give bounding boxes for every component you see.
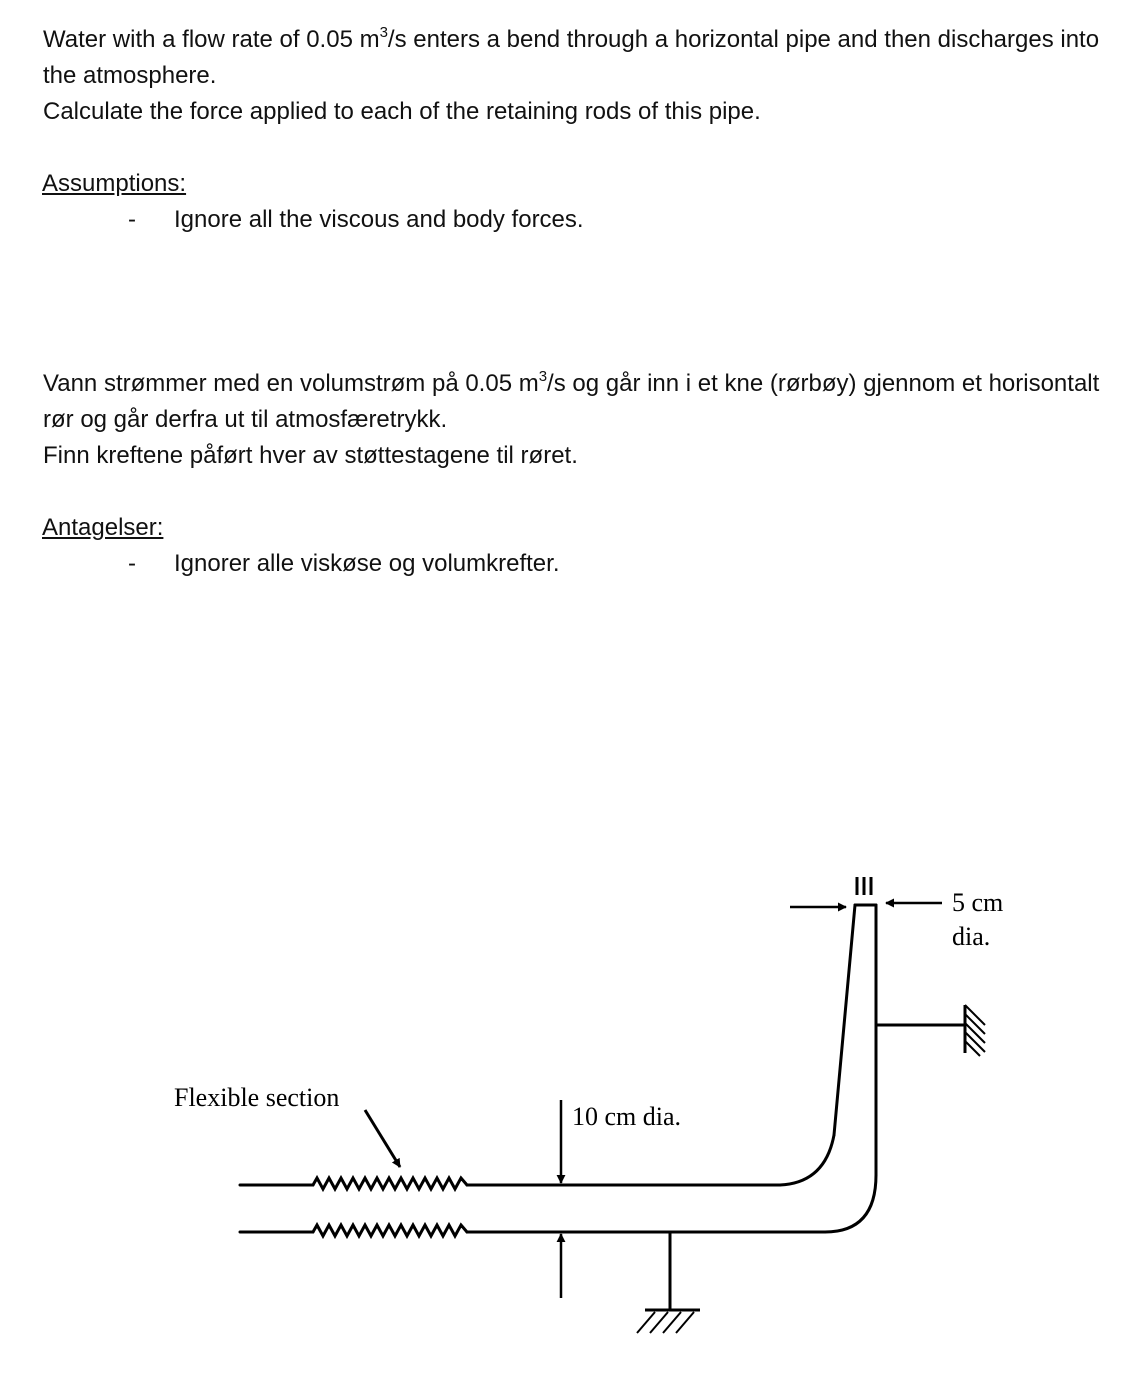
english-intro-part1: Water with a flow rate of 0.05 m	[43, 26, 380, 53]
ground-hatch-icon	[637, 1312, 694, 1333]
english-intro-part2: /s enters a bend through a horizontal pipe and then discharges into the atmosphere.	[43, 26, 1100, 89]
norwegian-intro-superscript: 3	[538, 368, 548, 385]
ground-support-rod	[645, 1232, 700, 1310]
exit-flow-icon	[857, 877, 871, 895]
outlet-diameter-label-line2: dia.	[952, 922, 991, 951]
english-intro-superscript: 3	[379, 24, 388, 41]
norwegian-intro-part1: Vann strømmer med en volumstrøm på 0.05 m	[43, 370, 539, 397]
english-assumptions-heading: Assumptions:	[42, 170, 187, 197]
bend-outer-wall	[825, 1175, 876, 1232]
bend-inner-wall	[780, 1135, 834, 1185]
wall-support-rod	[876, 1005, 965, 1053]
norwegian-task: Finn kreftene påført hver av støttestagene til røret.	[43, 442, 578, 469]
flexible-section-pointer	[365, 1110, 400, 1167]
norwegian-assumptions-heading: Antagelser:	[42, 514, 164, 541]
norwegian-intro-part2: /s og går inn i et kne (rørbøy) gjennom et horisontalt rør og går derfra ut til atmosfæretrykk.	[43, 370, 1100, 433]
bullet-marker: -	[128, 550, 136, 577]
flexible-section-upper-bellows	[313, 1178, 467, 1189]
inlet-diameter-label: 10 cm dia.	[572, 1102, 682, 1131]
outlet-diameter-label-line1: 5 cm	[952, 888, 1004, 917]
nozzle-inner-wall	[834, 905, 855, 1135]
flexible-section-label: Flexible section	[174, 1083, 340, 1112]
english-assumption-text: Ignore all the viscous and body forces.	[174, 206, 584, 233]
flexible-section-lower-bellows	[313, 1225, 467, 1236]
wall-hatch-icon	[965, 1005, 985, 1056]
english-task: Calculate the force applied to each of the retaining rods of this pipe.	[43, 98, 761, 125]
norwegian-assumption-text: Ignorer alle viskøse og volumkrefter.	[174, 550, 560, 577]
bullet-marker: -	[128, 206, 136, 233]
